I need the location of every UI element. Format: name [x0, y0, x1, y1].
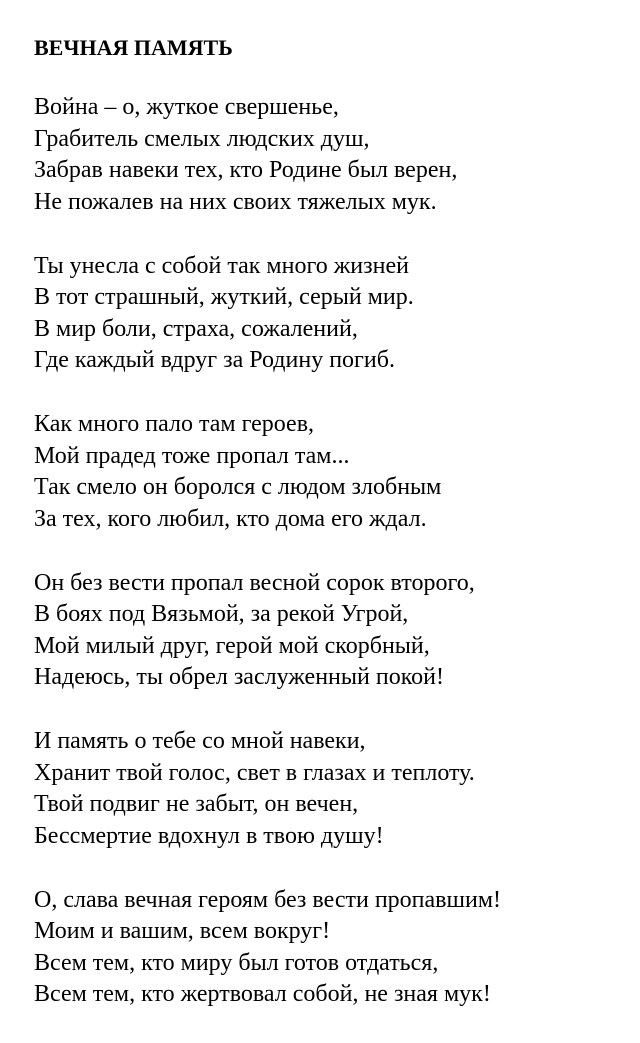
- poem-line: Война – о, жуткое свершенье,: [34, 94, 339, 120]
- poem-line: Моим и вашим, всем вокруг!: [34, 918, 331, 944]
- stanza-2: [34, 251, 634, 377]
- poem-page: [34, 32, 634, 1011]
- stanza-6: [34, 885, 634, 1011]
- poem-line: Бессмертие вдохнул в твою душу!: [34, 822, 384, 849]
- stanza-5: [34, 726, 634, 852]
- poem-line: Хранит твой голос, свет в глазах и теплоту.: [34, 759, 475, 786]
- stanza-3: [34, 409, 634, 535]
- poem-line: И память о тебе со мной навеки,: [34, 728, 366, 754]
- poem-line: Не пожалев на них своих тяжелых мук.: [34, 188, 437, 215]
- poem-line: За тех, кого любил, кто дома его ждал.: [34, 505, 427, 532]
- poem-line: Забрав навеки тех, кто Родине был верен,: [34, 157, 458, 183]
- poem-line: Грабитель смелых людских душ,: [34, 125, 370, 152]
- poem-line: Он без вести пропал весной сорок второго,: [34, 569, 475, 596]
- poem-line: Ты унесла с собой так много жизней: [34, 252, 409, 279]
- poem-line: Как много пало там героев,: [34, 411, 315, 437]
- poem-line: Твой подвиг не забыт, он вечен,: [34, 791, 359, 817]
- poem-line: Надеюсь, ты обрел заслуженный покой!: [34, 664, 444, 690]
- poem-line: Где каждый вдруг за Родину погиб.: [34, 347, 395, 373]
- poem-line: В тот страшный, жуткий, серый мир.: [34, 284, 414, 310]
- stanza-1: [34, 92, 634, 218]
- poem-line: Мой прадед тоже пропал там...: [34, 442, 350, 469]
- stanza-4: [34, 568, 634, 694]
- poem-line: В боях под Вязьмой, за рекой Угрой,: [34, 601, 409, 627]
- poem-line: В мир боли, страха, сожалений,: [34, 315, 358, 342]
- poem-line: О, слава вечная героям без вести пропавшим!: [34, 886, 502, 913]
- poem-line: Всем тем, кто миру был готов отдаться,: [34, 949, 439, 976]
- poem-line: Мой милый друг, герой мой скорбный,: [34, 632, 430, 659]
- poem-title: ВЕЧНАЯ ПАМЯТЬ: [34, 35, 233, 60]
- poem-line: Так смело он боролся с людом злобным: [34, 474, 442, 500]
- poem-line: Всем тем, кто жертвовал собой, не зная мук!: [34, 981, 491, 1007]
